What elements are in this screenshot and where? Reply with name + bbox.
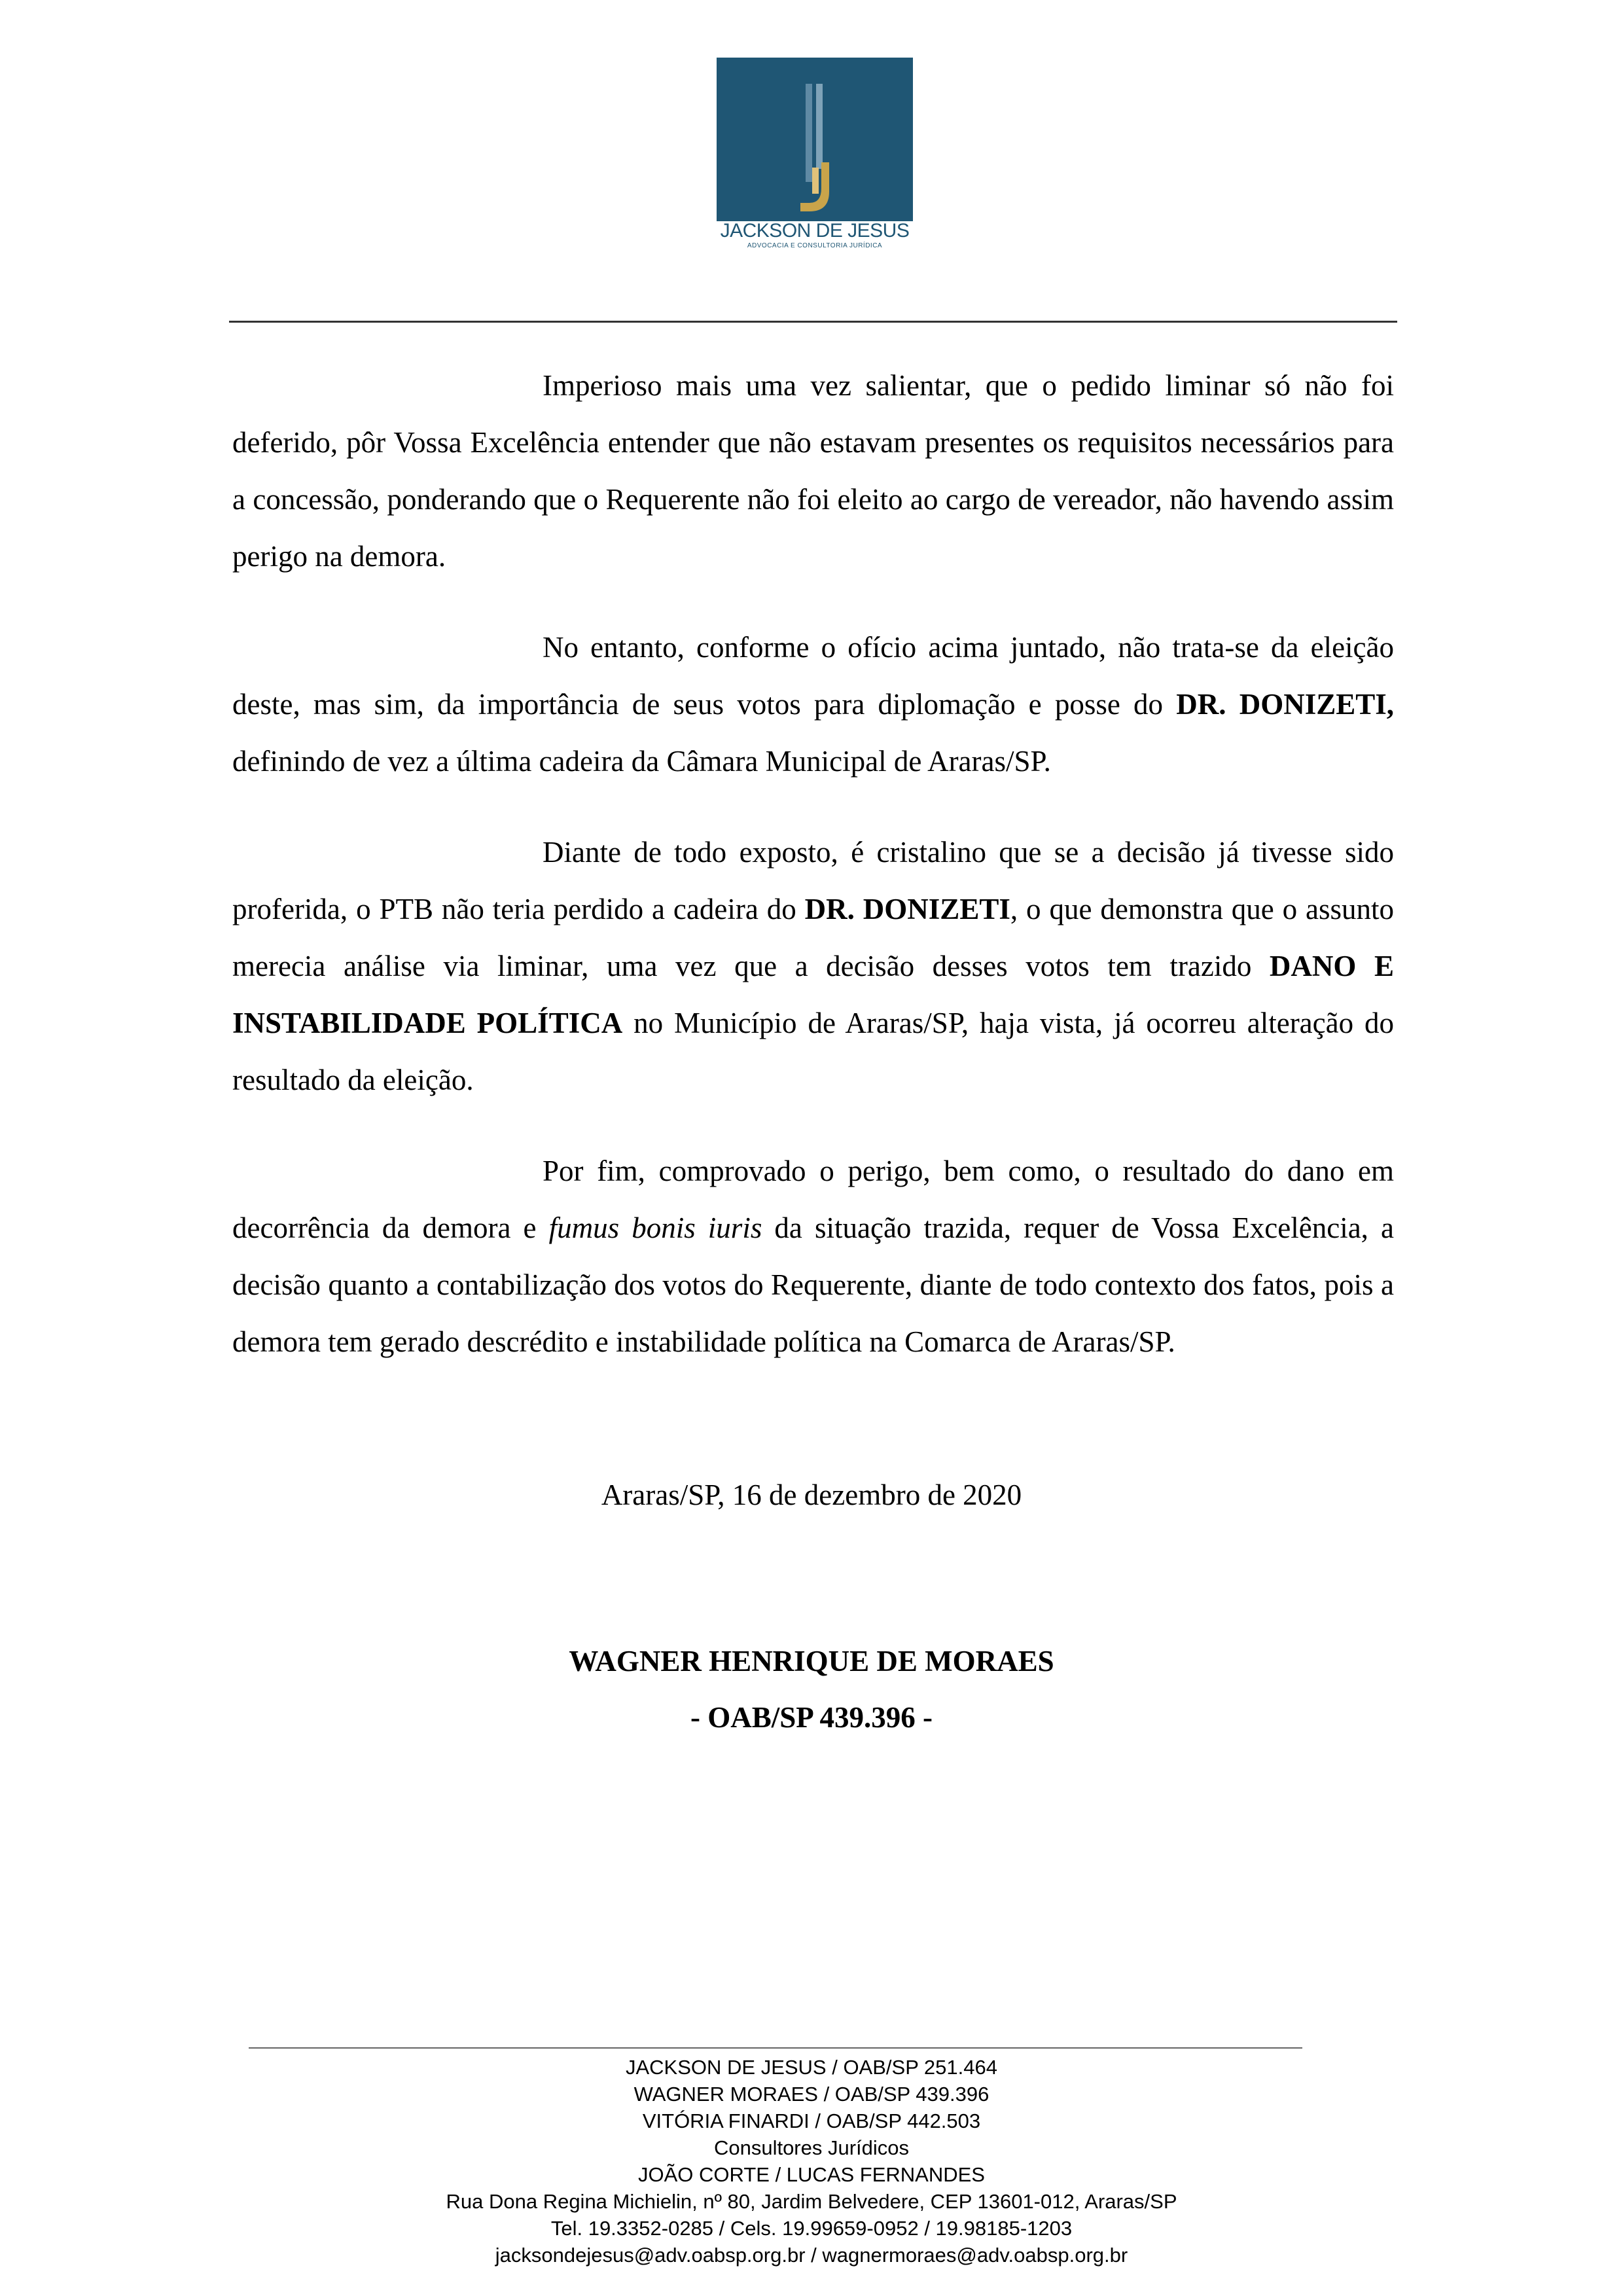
italic-text: fumus bonis iuris bbox=[548, 1211, 762, 1244]
bold-text: DR. DONIZETI, bbox=[1176, 688, 1395, 721]
logo-tagline: ADVOCACIA E CONSULTORIA JURÍDICA bbox=[747, 242, 883, 249]
bold-text: DR. DONIZETI bbox=[804, 893, 1010, 925]
paragraph-text: definindo de vez a última cadeira da Câmara Municipal de Araras/SP. bbox=[232, 745, 1051, 778]
signatory-oab: - OAB/SP 439.396 - bbox=[690, 1701, 933, 1734]
paragraph bbox=[232, 1143, 1394, 1371]
footer-line: Tel. 19.3352-0285 / Cels. 19.99659-0952 / 19.98185-1203 bbox=[550, 2217, 1073, 2240]
footer-divider bbox=[249, 2047, 1302, 2049]
paragraph bbox=[232, 357, 1394, 585]
footer-line: JOÃO CORTE / LUCAS FERNANDES bbox=[638, 2163, 985, 2186]
paragraph-text: da situação trazida, requer de Vossa Excelência, a decisão quanto a contabilização dos votos do Requerente, diante de todo contexto dos fatos, pois a demora tem gerado descrédito e instabilidade política na Comarca de Araras/SP. bbox=[232, 1211, 1394, 1358]
footer-email-line: jacksondejesus@adv.oabsp.org.br / wagnermoraes@adv.oabsp.org.br bbox=[495, 2244, 1128, 2267]
header-divider bbox=[229, 321, 1397, 323]
firm-logo bbox=[717, 58, 913, 288]
document-body bbox=[232, 357, 1394, 1371]
paragraph-text: No entanto, conforme o ofício acima juntado, não trata-se da eleição deste, mas sim, da importância de seus votos para diplomação e posse do bbox=[232, 631, 1394, 721]
footer bbox=[0, 2054, 1623, 2269]
paragraph bbox=[232, 619, 1394, 790]
paragraph-text: Por fim, comprovado o perigo, bem como, o resultado do dano em decorrência da demora e bbox=[232, 1155, 1394, 1244]
paragraph bbox=[232, 824, 1394, 1109]
paragraph-text: Diante de todo exposto, é cristalino que se a decisão já tivesse sido proferida, o PTB não teria perdido a cadeira do bbox=[232, 836, 1394, 925]
footer-line: WAGNER MORAES / OAB/SP 439.396 bbox=[633, 2083, 990, 2106]
document-date: Araras/SP, 16 de dezembro de 2020 bbox=[601, 1479, 1022, 1511]
signatory-name: WAGNER HENRIQUE DE MORAES bbox=[569, 1645, 1054, 1677]
footer-line: VITÓRIA FINARDI / OAB/SP 442.503 bbox=[642, 2109, 981, 2132]
paragraph-text: Imperioso mais uma vez salientar, que o pedido liminar só não foi deferido, pôr Vossa Excelência entender que não estavam presentes os requisitos necessários para a concessão, ponderando que o Requerente não foi eleito ao cargo de vereador, não havendo assim perigo na demora. bbox=[232, 369, 1394, 573]
paragraph-text: , o que demonstra que o assunto merecia análise via liminar, uma vez que a decisão desses votos tem trazido bbox=[232, 893, 1394, 982]
paragraph-text: no Município de Araras/SP, haja vista, já ocorreu alteração do resultado da eleição. bbox=[232, 1007, 1395, 1096]
footer-line: Consultores Jurídicos bbox=[713, 2136, 910, 2159]
logo-firm-name: JACKSON DE JESUS bbox=[720, 220, 910, 242]
footer-line: Rua Dona Regina Michielin, nº 80, Jardim Belvedere, CEP 13601-012, Araras/SP bbox=[446, 2190, 1177, 2213]
logo-j-monogram-icon bbox=[796, 84, 836, 215]
bold-text: DANO E INSTABILIDADE POLÍTICA bbox=[232, 950, 1394, 1039]
footer-line: JACKSON DE JESUS / OAB/SP 251.464 bbox=[625, 2056, 997, 2079]
